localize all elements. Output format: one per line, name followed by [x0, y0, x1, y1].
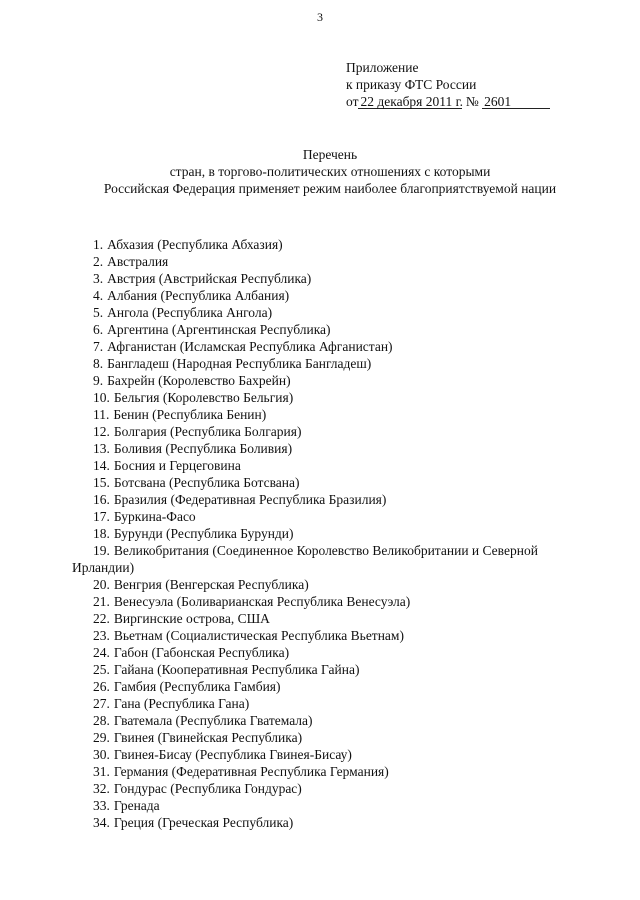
- list-item-number: 19.: [93, 543, 110, 558]
- list-item-name: Гамбия (Республика Гамбия): [113, 679, 281, 694]
- list-item: [72, 270, 592, 287]
- list-item-number: 4.: [93, 288, 104, 303]
- list-item: [72, 423, 592, 440]
- list-item-name: Великобритания (Соединенное Королевство Великобритании и Северной Ирландии): [72, 543, 538, 575]
- list-item-name: Албания (Республика Албания): [107, 288, 290, 303]
- list-item: [72, 304, 592, 321]
- heading-title: Перечень: [302, 147, 358, 162]
- list-item-name: Бурунди (Республика Бурунди): [113, 526, 294, 541]
- appendix-title: Приложение: [346, 60, 419, 75]
- list-item-name: Габон (Габонская Республика): [113, 645, 290, 660]
- list-item-number: 28.: [93, 713, 110, 728]
- list-item-number: 18.: [93, 526, 110, 541]
- list-item-number: 31.: [93, 764, 110, 779]
- list-item-name: Австрия (Австрийская Республика): [107, 271, 312, 286]
- list-item-name: Аргентина (Аргентинская Республика): [107, 322, 331, 337]
- list-item-name: Австралия: [107, 254, 169, 269]
- list-item-number: 15.: [93, 475, 110, 490]
- list-item: [72, 814, 592, 831]
- list-item-number: 29.: [93, 730, 110, 745]
- list-item-name: Гватемала (Республика Гватемала): [113, 713, 313, 728]
- list-item-number: 13.: [93, 441, 110, 456]
- list-item-name: Венгрия (Венгерская Республика): [113, 577, 309, 592]
- list-item-name: Ботсвана (Республика Ботсвана): [113, 475, 300, 490]
- list-item-number: 23.: [93, 628, 110, 643]
- list-item-name: Бангладеш (Народная Республика Бангладеш): [107, 356, 372, 371]
- list-item: [72, 236, 592, 253]
- list-item: [72, 389, 592, 406]
- list-item: [72, 797, 592, 814]
- list-item-number: 22.: [93, 611, 110, 626]
- list-item-number: 11.: [93, 407, 110, 422]
- list-item: [72, 474, 592, 491]
- list-item: [72, 338, 592, 355]
- list-item: [72, 678, 592, 695]
- list-item-name: Германия (Федеративная Республика Германия): [113, 764, 389, 779]
- page-number: 3: [317, 10, 323, 24]
- list-item-name: Бельгия (Королевство Бельгия): [113, 390, 294, 405]
- list-item-name: Гвинея-Бисау (Республика Гвинея-Бисау): [113, 747, 352, 762]
- list-item-name: Гана (Республика Гана): [113, 696, 250, 711]
- list-item: [72, 355, 592, 372]
- list-item: [72, 763, 592, 780]
- list-item: [72, 712, 592, 729]
- list-item-name: Буркина-Фасо: [113, 509, 196, 524]
- list-item: [72, 542, 592, 576]
- order-date: 22 декабря 2011 г.: [360, 94, 464, 109]
- list-item-number: 14.: [93, 458, 110, 473]
- list-item-number: 21.: [93, 594, 110, 609]
- list-item-number: 25.: [93, 662, 110, 677]
- list-item-name: Гондурас (Республика Гондурас): [113, 781, 302, 796]
- list-item-number: 20.: [93, 577, 110, 592]
- appendix-block: [346, 59, 550, 110]
- list-item: [72, 457, 592, 474]
- date-prefix: от: [346, 94, 359, 109]
- list-item: [72, 780, 592, 797]
- list-item-number: 7.: [93, 339, 104, 354]
- list-item: [72, 508, 592, 525]
- list-item: [72, 627, 592, 644]
- list-item-number: 16.: [93, 492, 110, 507]
- list-item-name: Бахрейн (Королевство Бахрейн): [107, 373, 291, 388]
- list-item: [72, 729, 592, 746]
- list-item: [72, 644, 592, 661]
- list-item-name: Боливия (Республика Боливия): [113, 441, 293, 456]
- list-item-number: 3.: [93, 271, 104, 286]
- list-item-number: 10.: [93, 390, 110, 405]
- list-item: [72, 253, 592, 270]
- list-item: [72, 695, 592, 712]
- list-item-name: Ангола (Республика Ангола): [107, 305, 273, 320]
- list-item-number: 34.: [93, 815, 110, 830]
- list-item-name: Бенин (Республика Бенин): [113, 407, 267, 422]
- list-item-name: Абхазия (Республика Абхазия): [107, 237, 283, 252]
- list-item-name: Бразилия (Федеративная Республика Бразилия): [113, 492, 387, 507]
- list-item: [72, 406, 592, 423]
- list-item: [72, 576, 592, 593]
- list-item: [72, 746, 592, 763]
- number-prefix: №: [465, 94, 479, 109]
- list-item: [72, 321, 592, 338]
- list-item-name: Гайана (Кооперативная Республика Гайна): [113, 662, 360, 677]
- list-item-name: Болгария (Республика Болгария): [113, 424, 302, 439]
- list-item-name: Афганистан (Исламская Республика Афганистан): [107, 339, 393, 354]
- list-item-number: 2.: [93, 254, 104, 269]
- list-item-number: 12.: [93, 424, 110, 439]
- order-number: 2601: [482, 95, 550, 109]
- list-item-number: 30.: [93, 747, 110, 762]
- list-item-name: Венесуэла (Боливарианская Республика Венесуэла): [113, 594, 411, 609]
- list-item: [72, 491, 592, 508]
- list-item-number: 26.: [93, 679, 110, 694]
- list-item: [72, 610, 592, 627]
- document-heading: [40, 146, 620, 197]
- appendix-order-ref: к приказу ФТС России: [346, 77, 477, 92]
- list-item: [72, 287, 592, 304]
- list-item: [72, 661, 592, 678]
- list-item-number: 24.: [93, 645, 110, 660]
- list-item-number: 33.: [93, 798, 110, 813]
- heading-line-2: Российская Федерация применяет режим наиболее благоприятствуемой нации: [103, 181, 557, 196]
- list-item: [72, 372, 592, 389]
- list-item-number: 27.: [93, 696, 110, 711]
- list-item-number: 9.: [93, 373, 104, 388]
- list-item-name: Босния и Герцеговина: [113, 458, 241, 473]
- list-item-name: Греция (Греческая Республика): [113, 815, 294, 830]
- list-item-number: 6.: [93, 322, 104, 337]
- list-item-name: Виргинские острова, США: [113, 611, 270, 626]
- list-item: [72, 440, 592, 457]
- list-item: [72, 593, 592, 610]
- list-item-number: 5.: [93, 305, 104, 320]
- list-item-number: 1.: [93, 237, 104, 252]
- list-item-number: 17.: [93, 509, 110, 524]
- heading-line-1: стран, в торгово-политических отношениях с которыми: [169, 164, 491, 179]
- country-list: [72, 236, 592, 831]
- list-item-number: 8.: [93, 356, 104, 371]
- list-item-name: Гренада: [113, 798, 160, 813]
- list-item-number: 32.: [93, 781, 110, 796]
- list-item: [72, 525, 592, 542]
- appendix-date-line: [346, 93, 550, 110]
- list-item-name: Вьетнам (Социалистическая Республика Вьетнам): [113, 628, 404, 643]
- list-item-name: Гвинея (Гвинейская Республика): [113, 730, 303, 745]
